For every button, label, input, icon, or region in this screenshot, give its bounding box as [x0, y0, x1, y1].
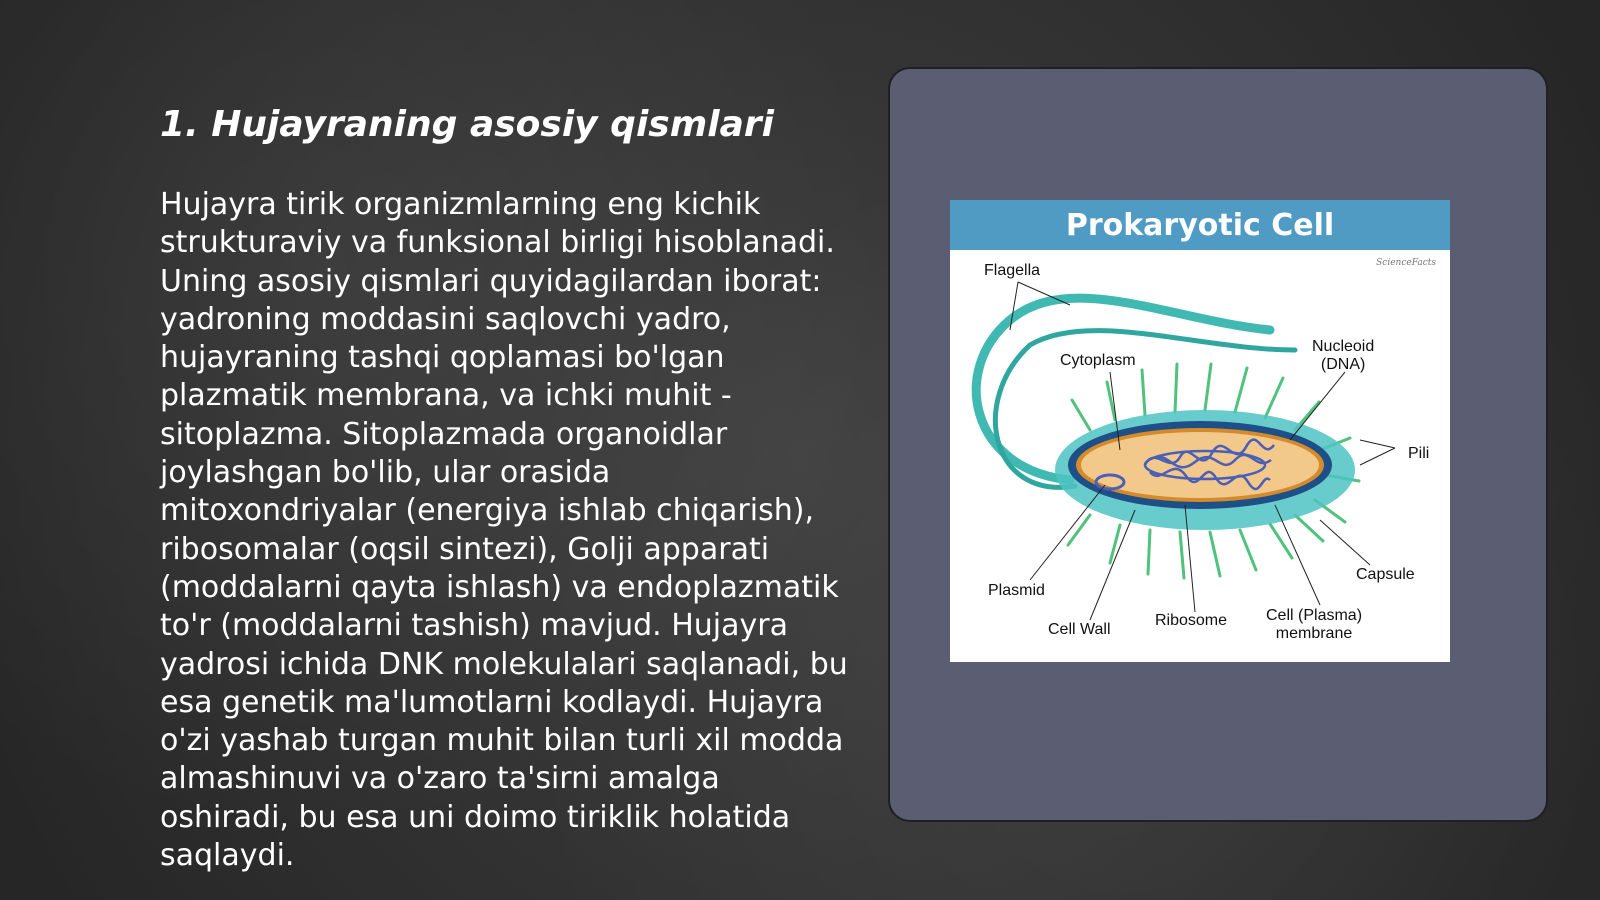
slide-body-text: Hujayra tirik organizmlarning eng kichik strukturaviy va funksional birligi hisoblanadi. Uning asosiy qismlari quyidagilardan iborat: yadroning moddasini saqlovchi yadro, hujayraning tashqi qoplamasi bo'lgan plazmatik membrana, va ichki muhit - sitoplazma. Sitoplazmada organoidlar joylashgan bo'lib, ular orasida mitoxondriyalar (energiya ishlab chiqarish), ribosomalar (oqsil sintezi), Golji apparati (moddalarni qayta ishlash) va endoplazmatik to'r (moddalarni tashish) mavjud. Hujayra yadrosi ichida DNK molekulalari saqlanadi, bu esa genetik ma'lumotlarni kodlaydi. Hujayra o'zi yashab turgan muhit bilan turli xil modda almashinuvi va o'zaro ta'sirni amalga oshiradi, bu esa uni doimo tiriklik holatida saqlaydi. — [160, 187, 848, 874]
label-cell-membrane: Cell (Plasma) membrane — [1266, 607, 1363, 642]
label-cell-wall: Cell Wall — [1048, 621, 1111, 638]
label-plasmid: Plasmid — [988, 582, 1045, 599]
label-cytoplasm: Cytoplasm — [1060, 352, 1136, 369]
slide-title: 1. Hujayraning asosiy qismlari — [160, 104, 774, 145]
label-pili: Pili — [1408, 445, 1430, 462]
prokaryotic-cell-diagram — [950, 200, 1450, 662]
label-capsule: Capsule — [1356, 566, 1415, 583]
label-flagella: Flagella — [984, 262, 1041, 279]
cell-illustration — [950, 250, 1450, 662]
diagram-title: Prokaryotic Cell — [950, 200, 1450, 250]
label-ribosome: Ribosome — [1155, 612, 1228, 629]
diagram-logo: ScienceFacts — [1376, 258, 1436, 268]
label-nucleoid: Nucleoid (DNA) — [1312, 338, 1375, 373]
